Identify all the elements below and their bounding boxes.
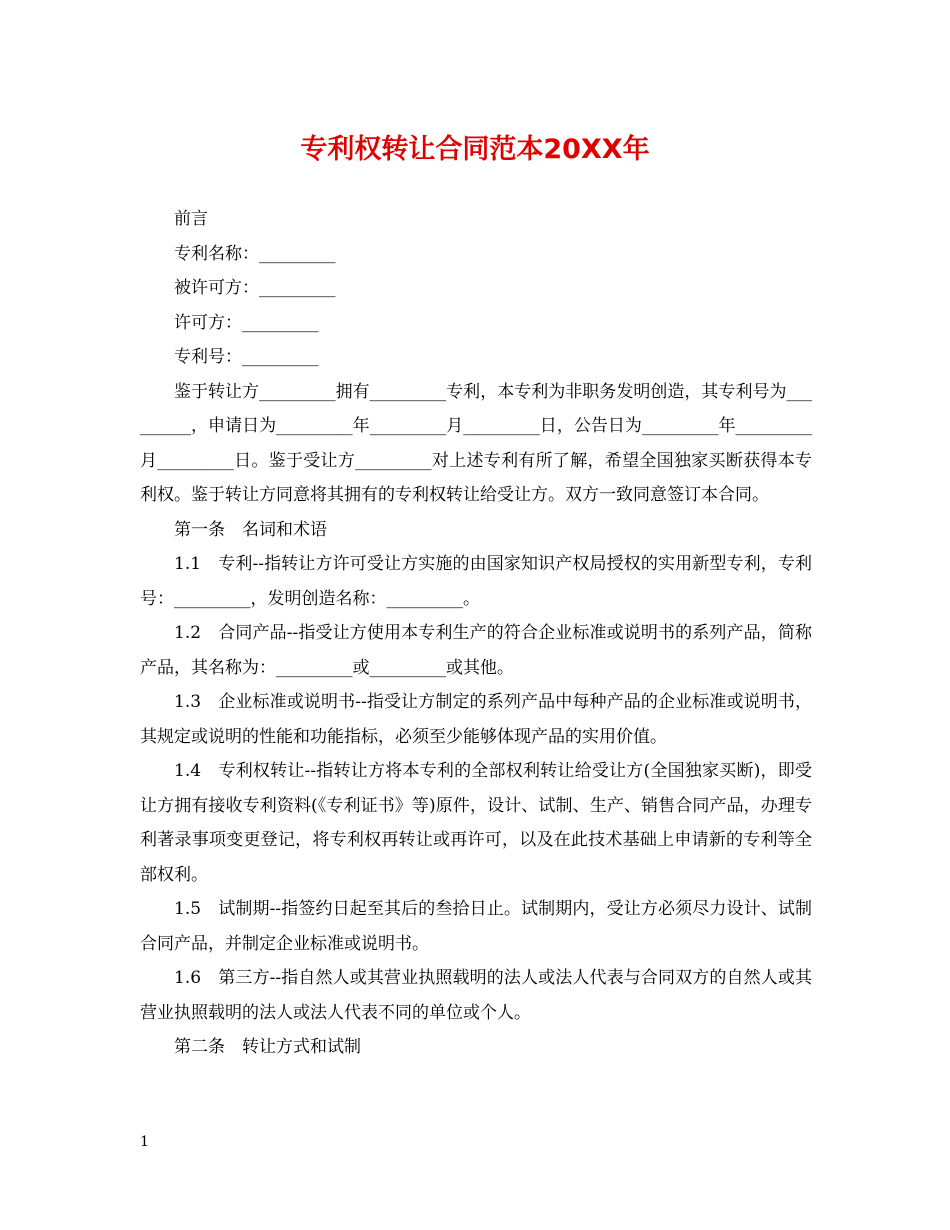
document-title: 专利权转让合同范本20XX年 [300,134,650,165]
article-1-heading: 第一条 名词和术语 [174,519,327,540]
document-body [140,202,812,1065]
paragraph-preface: 前言 [174,209,208,229]
clause-1-4: 1.4 专利权转让--指转让方将本专利的全部权利转让给受让方(全国独家买断)，即受让方拥有接收专利资料(《专利证书》等)原件，设计、试制、生产、销售合同产品，办理专利著录事项变更登记，将专利权再转让或再许可，以及在此技术基础上申请新的专利等全部权利。 [140,761,812,885]
paragraph-patent-number: 专利号：_________ [174,347,319,367]
page-number: 1 [140,1134,149,1150]
paragraph-licensor: 许可方：_________ [174,312,319,333]
paragraph-recitals: 鉴于转让方_________拥有_________专利，本专利为非职务发明创造，其专利号为_________，申请日为_________年_________月_________日，公告日为_________年_________月_________日。鉴于受让方_________对上述专利有所了解，希望全国独家买断获得本专利权。鉴于转让方同意将其拥有的专利权转让给受让方。双方一致同意签订本合同。 [140,381,812,505]
clause-1-5: 1.5 试制期--指签约日起至其后的叁拾日止。试制期内，受让方必须尽力设计、试制合同产品，并制定企业标准或说明书。 [140,899,812,954]
article-2-heading: 第二条 转让方式和试制 [174,1037,361,1057]
clause-1-3: 1.3 企业标准或说明书--指受让方制定的系列产品中每种产品的企业标准或说明书，其规定或说明的性能和功能指标，必须至少能够体现产品的实用价值。 [140,692,812,747]
clause-1-6: 1.6 第三方--指自然人或其营业执照载明的法人或法人代表与合同双方的自然人或其营业执照载明的法人或法人代表不同的单位或个人。 [140,968,812,1023]
clause-1-2: 1.2 合同产品--指受让方使用本专利生产的符合企业标准或说明书的系列产品，简称产品，其名称为：_________或_________或其他。 [140,623,812,678]
paragraph-licensee: 被许可方：_________ [174,278,336,298]
clause-1-1: 1.1 专利--指转让方许可受让方实施的由国家知识产权局授权的实用新型专利，专利号：_________，发明创造名称：_________。 [140,554,812,609]
paragraph-patent-name: 专利名称：_________ [174,243,336,264]
